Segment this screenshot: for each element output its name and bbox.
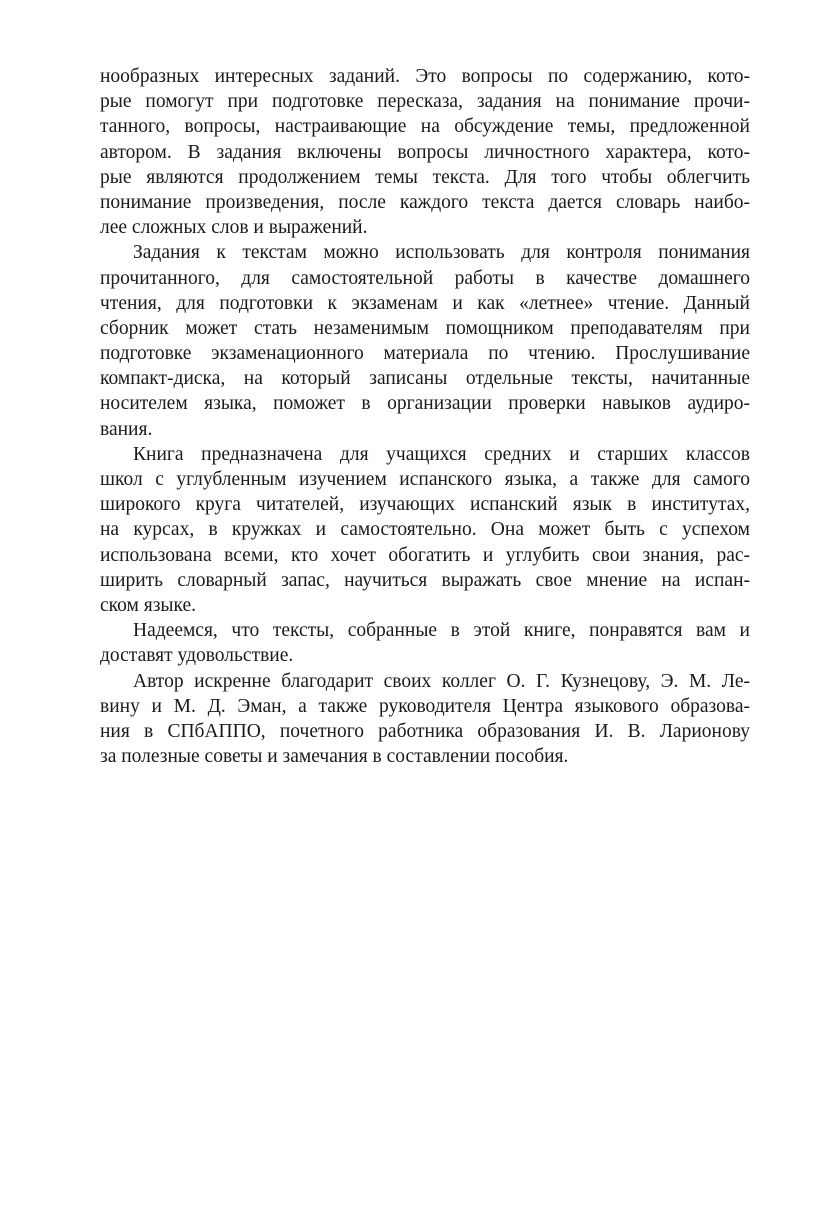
paragraph-audience: [100, 442, 750, 618]
text-line: танного, вопросы, настраивающие на обсуждение темы, предложенной: [100, 116, 750, 138]
paragraph-wishes: [100, 618, 750, 668]
text-line: вания.: [100, 418, 153, 440]
paragraph-usage: [100, 240, 750, 442]
paragraph-acknowledgements: [100, 669, 750, 770]
text-line: подготовке экзаменационного материала по чтению. Прослушивание: [100, 343, 750, 365]
text-line: широкого круга читателей, изучающих испанский язык в институтах,: [100, 494, 750, 516]
text-line: лее сложных слов и выражений.: [100, 217, 368, 239]
text-line: использована всеми, кто хочет обогатить и углубить свои знания, рас-: [100, 544, 750, 566]
text-line: ния в СПбАППО, почетного работника образования И. В. Ларионову: [100, 720, 750, 742]
paragraph-tasks-description: [100, 64, 750, 240]
text-line: ширить словарный запас, научиться выражать свое мнение на испан-: [100, 569, 750, 591]
text-line: прочитанного, для самостоятельной работы в качестве домашнего: [100, 267, 750, 289]
text-line: Надеемся, что тексты, собранные в этой книге, понравятся вам и: [133, 620, 750, 642]
text-line: автором. В задания включены вопросы личностного характера, кото-: [100, 141, 750, 163]
text-line: вину и М. Д. Эман, а также руководителя Центра языкового образова-: [100, 695, 750, 717]
text-line: нообразных интересных заданий. Это вопросы по содержанию, кото-: [100, 66, 750, 87]
text-line: рые являются продолжением темы текста. Для того чтобы облегчить: [100, 166, 750, 188]
text-line: ском языке.: [100, 594, 197, 616]
text-line: носителем языка, поможет в организации проверки навыков аудиро-: [100, 393, 750, 415]
text-line: Книга предназначена для учащихся средних и старших классов: [133, 443, 750, 465]
text-line: рые помогут при подготовке пересказа, задания на понимание прочи-: [100, 91, 750, 113]
text-line: Автор искренне благодарит своих коллег О. Г. Кузнецову, Э. М. Ле-: [133, 670, 750, 692]
text-line: доставят удовольствие.: [100, 645, 294, 667]
text-line: понимание произведения, после каждого текста дается словарь наибо-: [100, 191, 750, 213]
text-line: школ с углубленным изучением испанского языка, а также для самого: [100, 469, 750, 490]
text-line: на курсах, в кружках и самостоятельно. Она может быть с успехом: [100, 519, 750, 541]
text-line: чтения, для подготовки к экзаменам и как «летнее» чтение. Данный: [100, 292, 750, 314]
text-line: за полезные советы и замечания в составлении пособия.: [100, 746, 569, 768]
page-body: [100, 64, 750, 769]
text-line: Задания к текстам можно использовать для контроля понимания: [133, 242, 750, 264]
text-line: компакт-диска, на который записаны отдельные тексты, начитанные: [100, 368, 750, 390]
text-line: сборник может стать незаменимым помощником преподавателям при: [100, 317, 750, 339]
